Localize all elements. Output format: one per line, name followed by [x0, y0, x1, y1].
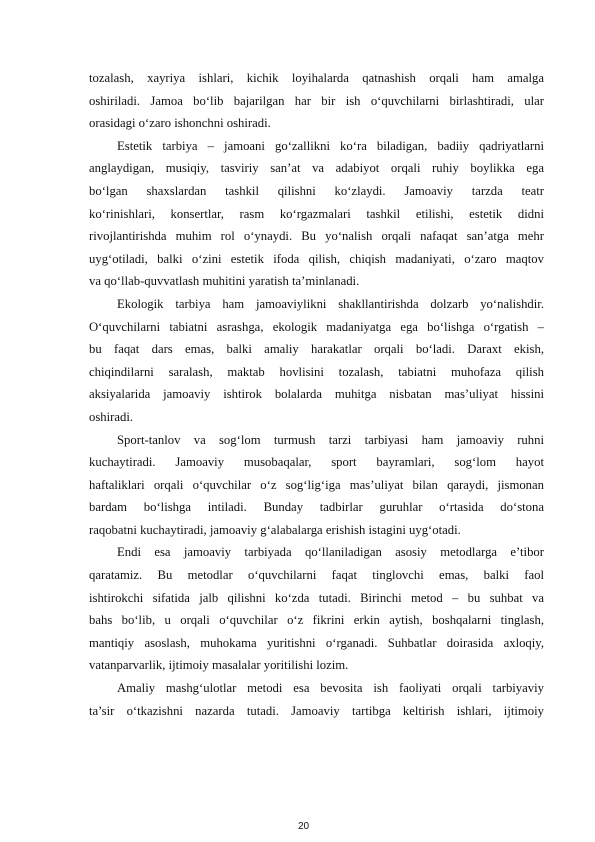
page-number: 20	[297, 821, 310, 832]
text-line: bahs bo‘lib, u orqali o‘quvchilar o‘z fikrini erkin aytish, boshqalarni tinglash,	[89, 613, 544, 628]
text-line: uyg‘otiladi, balki o‘zini estetik ifoda qilish, chiqish madaniyati, o‘zaro maqtov	[89, 251, 544, 266]
text-line: haftaliklari orqali o‘quvchilar o‘z sog‘lig‘iga mas’uliyat bilan qaraydi, jismonan	[89, 477, 544, 492]
text-line: qaratamiz. Bu metodlar o‘quvchilarni faqat tinglovchi emas, balki faol	[89, 568, 544, 583]
paragraph	[89, 293, 544, 429]
text-line: chiqindilarni saralash, maktab hovlisini tozalash, tabiatni muhofaza qilish	[89, 364, 544, 379]
document-body	[89, 67, 544, 722]
text-line: Ekologik tarbiya ham jamoaviylikni shakllantirishda dolzarb yo‘nalishdir.	[117, 296, 544, 311]
text-line: tozalash, xayriya ishlari, kichik loyihalarda qatnashish orqali ham amalga	[89, 71, 544, 85]
text-line: oshiradi.	[89, 409, 134, 424]
text-line: oshiriladi. Jamoa bo‘lib bajarilgan har bir ish o‘quvchilarni birlashtiradi, ular	[89, 93, 544, 108]
text-line: mantiqiy asoslash, muhokama yuritishni o‘rganadi. Suhbatlar doirasida axloqiy,	[89, 635, 544, 650]
paragraph	[89, 429, 544, 542]
text-line: rivojlantirishda muhim rol o‘ynaydi. Bu yo‘nalish orqali nafaqat san’atga mehr	[89, 229, 544, 244]
text-line: bu faqat dars emas, balki amaliy harakatlar orqali bo‘ladi. Daraxt ekish,	[89, 342, 544, 357]
text-line: ta’sir o‘tkazishni nazarda tutadi. Jamoaviy tartibga keltirish ishlari, ijtimoiy	[89, 703, 544, 718]
text-line: kuchaytiradi. Jamoaviy musobaqalar, sport bayramlari, sog‘lom hayot	[89, 455, 544, 470]
paragraph	[89, 541, 544, 677]
text-line: raqobatni kuchaytiradi, jamoaviy g‘alabalarga erishish istagini uyg‘otadi.	[89, 522, 461, 537]
text-line: bardam bo‘lishga intiladi. Bunday tadbirlar guruhlar o‘rtasida do‘stona	[89, 500, 544, 515]
text-line: ko‘rinishlari, konsertlar, rasm ko‘rgazmalari tashkil etilishi, estetik didni	[89, 206, 544, 221]
text-line: O‘quvchilarni tabiatni asrashga, ekologik madaniyatga ega bo‘lishga o‘rgatish –	[89, 319, 544, 334]
paragraph	[89, 67, 544, 135]
text-line: Estetik tarbiya – jamoani go‘zallikni ko‘ra biladigan, badiiy qadriyatlarni	[117, 138, 544, 153]
text-line: Amaliy mashg‘ulotlar metodi esa bevosita ish faoliyati orqali tarbiyaviy	[117, 681, 544, 696]
text-line: Endi esa jamoaviy tarbiyada qo‘llaniladigan asosiy metodlarga e’tibor	[117, 545, 544, 560]
paragraph	[89, 135, 544, 293]
text-line: orasidagi o‘zaro ishonchni oshiradi.	[89, 116, 271, 131]
text-line: Sport-tanlov va sog‘lom turmush tarzi tarbiyasi ham jamoaviy ruhni	[117, 432, 544, 447]
text-line: anglaydigan, musiqiy, tasviriy san’at va adabiyot orqali ruhiy boylikka ega	[89, 161, 544, 176]
text-line: aksiyalarida jamoaviy ishtirok bolalarda muhitga nisbatan mas’uliyat hissini	[89, 387, 544, 402]
text-line: ishtirokchi sifatida jalb qilishni ko‘zda tutadi. Birinchi metod – bu suhbat va	[89, 590, 544, 605]
paragraph	[89, 677, 544, 722]
text-line: bo‘lgan shaxslardan tashkil qilishni ko‘zlaydi. Jamoaviy tarzda teatr	[89, 183, 544, 198]
text-line: va qo‘llab-quvvatlash muhitini yaratish ta’minlanadi.	[89, 274, 360, 289]
text-line: vatanparvarlik, ijtimoiy masalalar yoritilishi lozim.	[89, 658, 349, 673]
